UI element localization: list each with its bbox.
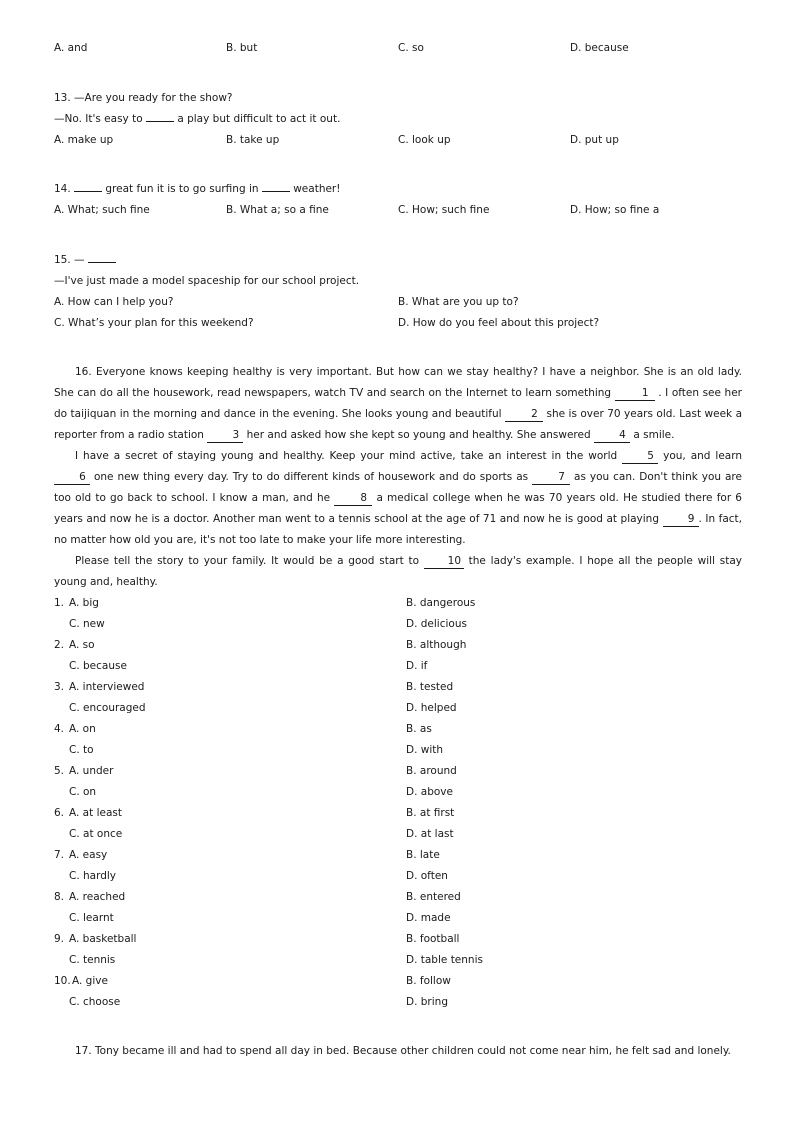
option-b: B. as xyxy=(406,723,432,735)
option-b: B. tested xyxy=(406,681,454,693)
option-a: A. give xyxy=(72,975,108,987)
q14-options xyxy=(0,200,794,221)
item-number: 8. xyxy=(54,891,65,903)
item-10-row-ab xyxy=(0,971,794,992)
option-d: D. at last xyxy=(406,828,454,840)
option-a: A. What; such fine xyxy=(54,204,150,216)
option-a: A. at least xyxy=(69,807,122,819)
option-b: B. follow xyxy=(406,975,451,987)
item-6-row-cd xyxy=(0,824,794,845)
passage-paragraph-3: Please tell the story to your family. It would be a good start to 10 the lady's example. I hope all the people will stay young and, healthy. xyxy=(54,555,743,588)
option-a: A. How can I help you? xyxy=(54,296,174,308)
option-d: D. put up xyxy=(570,134,619,146)
option-c: C. on xyxy=(69,786,97,798)
item-number: 5. xyxy=(54,765,65,777)
item-1-row-ab xyxy=(0,593,794,614)
blank-10: 10 xyxy=(424,554,464,569)
option-a: A. easy xyxy=(69,849,108,861)
option-a: A. so xyxy=(69,639,95,651)
q13-stem xyxy=(0,88,794,109)
option-d: D. helped xyxy=(406,702,457,714)
option-a: A. basketball xyxy=(69,933,137,945)
item-10-row-cd xyxy=(0,992,794,1013)
option-b: B. around xyxy=(406,765,457,777)
item-6-row-ab xyxy=(0,803,794,824)
option-b: B. entered xyxy=(406,891,461,903)
item-number: 1. xyxy=(54,597,65,609)
q15-options-row1 xyxy=(0,292,794,313)
q14-stem xyxy=(0,179,794,200)
option-b: B. but xyxy=(226,42,258,54)
option-b: B. What a; so a fine xyxy=(226,204,329,216)
item-3-row-cd xyxy=(0,698,794,719)
option-a: A. reached xyxy=(69,891,126,903)
option-c: C. because xyxy=(69,660,127,672)
q15-options-row2 xyxy=(0,313,794,334)
answer-blank xyxy=(74,191,102,192)
option-a: A. under xyxy=(69,765,114,777)
item-9-row-ab xyxy=(0,929,794,950)
blank-8: 8 xyxy=(334,491,372,506)
q13-options xyxy=(0,130,794,151)
item-9-row-cd xyxy=(0,950,794,971)
item-1-row-cd xyxy=(0,614,794,635)
q12-options xyxy=(0,38,794,59)
item-number: 3. xyxy=(54,681,65,693)
passage-paragraph-2: I have a secret of staying young and healthy. Keep your mind active, take an interest in the world 5 you, and learn 6 one new thing every day. Try to do different kinds of housework and do sports as 7 as you can. Don't think you are too old to go back to school. I know a man, and he 8 a medical college when he was 70 years old. He studied there for 6 years and now he is a doctor. Another man went to a tennis school at the age of 71 and now he is good at playing 9 . In fact, no matter how old you are, it's not too late to make your life more interesting. xyxy=(54,450,743,546)
item-number: 6. xyxy=(54,807,65,819)
option-a: A. and xyxy=(54,42,88,54)
q13-line2 xyxy=(0,109,794,130)
option-c: C. so xyxy=(398,42,424,54)
item-number: 10. xyxy=(54,975,71,987)
item-number: 7. xyxy=(54,849,65,861)
blank-3: 3 xyxy=(207,428,243,443)
question-text: 13. —Are you ready for the show? xyxy=(54,92,233,104)
option-d: D. bring xyxy=(406,996,448,1008)
option-b: B. take up xyxy=(226,134,280,146)
option-b: B. football xyxy=(406,933,460,945)
item-2-row-cd xyxy=(0,656,794,677)
option-b: B. late xyxy=(406,849,440,861)
item-4-row-cd xyxy=(0,740,794,761)
item-5-row-ab xyxy=(0,761,794,782)
answer-blank xyxy=(88,262,116,263)
question-text: —I've just made a model spaceship for our school project. xyxy=(54,275,360,287)
q16-passage xyxy=(54,362,742,593)
item-number: 4. xyxy=(54,723,65,735)
option-c: C. new xyxy=(69,618,105,630)
blank-5: 5 xyxy=(622,449,658,464)
option-d: D. often xyxy=(406,870,448,882)
blank-6: 6 xyxy=(54,470,90,485)
option-a: A. interviewed xyxy=(69,681,145,693)
option-d: D. delicious xyxy=(406,618,467,630)
option-c: C. learnt xyxy=(69,912,114,924)
question-text: 17. Tony became ill and had to spend all day in bed. Because other children could not come near him, he felt sad and lonely. xyxy=(75,1045,731,1057)
option-a: A. make up xyxy=(54,134,114,146)
blank-7: 7 xyxy=(532,470,570,485)
blank-4: 4 xyxy=(594,428,630,443)
q15-line2 xyxy=(0,271,794,292)
option-b: B. at first xyxy=(406,807,455,819)
option-c: C. choose xyxy=(69,996,121,1008)
option-c: C. encouraged xyxy=(69,702,146,714)
item-number: 2. xyxy=(54,639,65,651)
item-8-row-ab xyxy=(0,887,794,908)
option-d: D. made xyxy=(406,912,451,924)
option-c: C. How; such fine xyxy=(398,204,490,216)
option-c: C. tennis xyxy=(69,954,116,966)
item-2-row-ab xyxy=(0,635,794,656)
answer-blank xyxy=(262,191,290,192)
option-c: C. What’s your plan for this weekend? xyxy=(54,317,254,329)
item-4-row-ab xyxy=(0,719,794,740)
option-d: D. above xyxy=(406,786,453,798)
question-text: 14. great fun it is to go surfing in weather! xyxy=(54,183,341,195)
item-5-row-cd xyxy=(0,782,794,803)
answer-blank xyxy=(146,121,174,122)
option-c: C. look up xyxy=(398,134,451,146)
blank-1: 1 xyxy=(615,386,655,401)
question-text: 15. — xyxy=(54,250,116,271)
passage-paragraph-1: 16. Everyone knows keeping healthy is very important. But how can we stay healthy? I have a neighbor. She is an old lady. She can do all the housework, read newspapers, watch TV and search on the Internet to learn something 1 . I often see her do taijiquan in the morning and dance in the evening. She looks young and beautiful 2 she is over 70 years old. Last week a reporter from a radio station 3 her and asked how she kept so young and healthy. She answered 4 a smile. xyxy=(54,366,743,441)
option-b: B. What are you up to? xyxy=(398,296,519,308)
item-3-row-ab xyxy=(0,677,794,698)
item-7-row-ab xyxy=(0,845,794,866)
option-a: A. big xyxy=(69,597,99,609)
option-d: D. because xyxy=(570,42,629,54)
option-a: A. on xyxy=(69,723,96,735)
q15-stem xyxy=(0,250,794,271)
option-b: B. although xyxy=(406,639,467,651)
item-7-row-cd xyxy=(0,866,794,887)
blank-2: 2 xyxy=(505,407,543,422)
option-c: C. to xyxy=(69,744,94,756)
option-d: D. How; so fine a xyxy=(570,204,660,216)
option-d: D. table tennis xyxy=(406,954,483,966)
item-number: 9. xyxy=(54,933,65,945)
item-8-row-cd xyxy=(0,908,794,929)
option-c: C. hardly xyxy=(69,870,117,882)
q17-stem xyxy=(0,1041,794,1062)
option-b: B. dangerous xyxy=(406,597,476,609)
blank-9: 9 xyxy=(663,512,699,527)
option-d: D. How do you feel about this project? xyxy=(398,317,600,329)
option-c: C. at once xyxy=(69,828,123,840)
option-d: D. if xyxy=(406,660,428,672)
option-d: D. with xyxy=(406,744,444,756)
question-text: —No. It's easy to a play but difficult to act it out. xyxy=(54,113,341,125)
